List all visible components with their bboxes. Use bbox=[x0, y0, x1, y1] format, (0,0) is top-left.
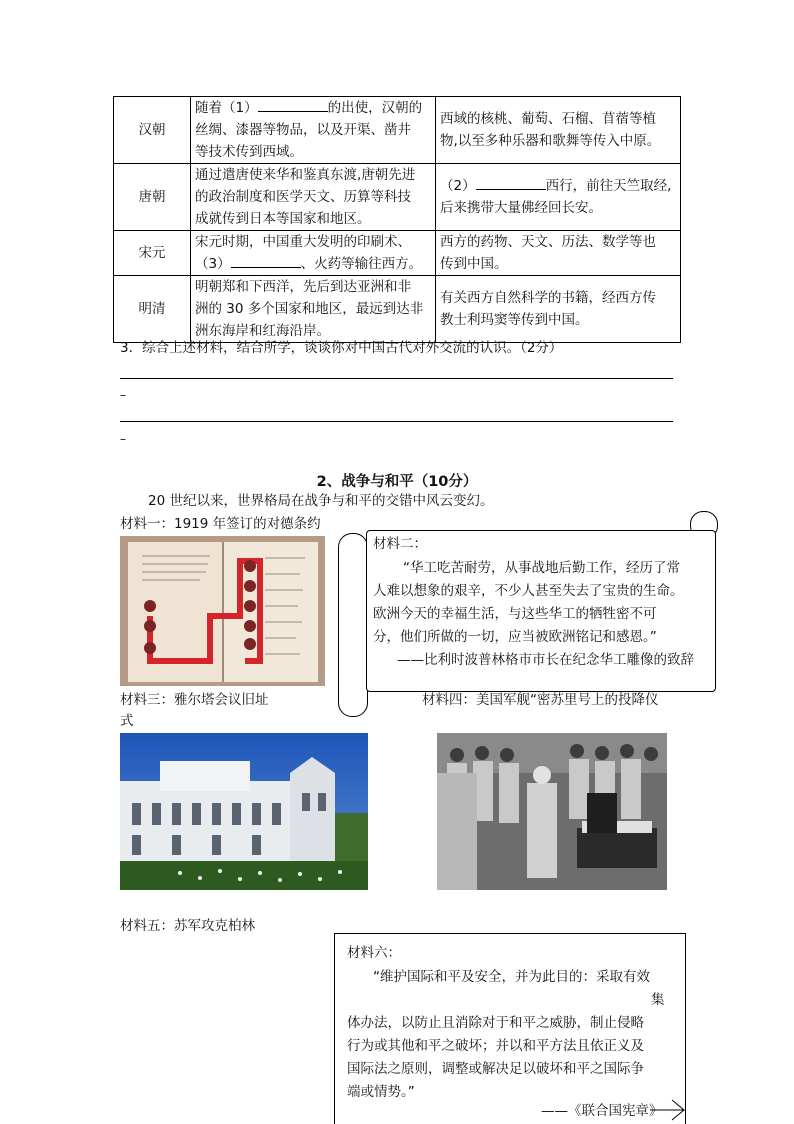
in-cell bbox=[436, 231, 681, 276]
cell-text: 物,以至多种乐器和歌舞等传入中原。 bbox=[440, 133, 661, 149]
table-row bbox=[114, 164, 681, 231]
era-cell: 宋元 bbox=[114, 231, 191, 276]
quote-line: “华工吃苦耐劳，从事战地后勤工作，经历了常 bbox=[403, 560, 680, 576]
charter-line: 端或情势。” bbox=[347, 1084, 415, 1100]
cell-text: 、火药等输往西方。 bbox=[300, 256, 423, 272]
cell-text: 丝绸、漆器等物品，以及开渠、凿井 bbox=[195, 122, 411, 138]
cell-text: 西行，前往天竺取经, bbox=[545, 178, 672, 194]
material-3-label: 材料三：雅尔塔会议旧址 bbox=[120, 692, 269, 708]
cell-text: 通过遣唐使来华和鉴真东渡,唐朝先进 bbox=[195, 167, 416, 183]
quote-source: ——比利时波普林格市市长在纪念华工雕像的致辞 bbox=[397, 652, 694, 668]
material-1-label: 材料一：1919 年签订的对德条约 bbox=[120, 516, 321, 532]
quote-line: 分，他们所做的一切，应当被欧洲铭记和感恩。” bbox=[373, 629, 657, 645]
charter-line: 国际法之原则，调整或解决足以破坏和平之国际争 bbox=[347, 1061, 644, 1077]
answer-blank-1[interactable] bbox=[258, 97, 328, 112]
charter-source: ——《联合国宪章》 bbox=[541, 1103, 663, 1119]
charter-line: 行为或其他和平之破坏；并以和平方法且依正义及 bbox=[347, 1038, 644, 1054]
cell-text: （2） bbox=[440, 178, 476, 194]
scroll-roll bbox=[338, 533, 368, 717]
treaty-photo bbox=[120, 536, 325, 686]
in-cell bbox=[436, 276, 681, 343]
page-curl-icon bbox=[650, 1098, 690, 1123]
material-5-label: 材料五：苏军攻克柏林 bbox=[120, 918, 255, 934]
exchange-table bbox=[113, 96, 681, 343]
era-cell: 汉朝 bbox=[114, 97, 191, 164]
answer-dash: – bbox=[120, 388, 126, 402]
answer-dash: – bbox=[120, 432, 126, 446]
material-3-label-cont: 式 bbox=[120, 713, 134, 729]
cell-text: 有关西方自然科学的书籍，经西方传 bbox=[440, 290, 656, 306]
charter-line: 体办法，以防止且消除对于和平之威胁，制止侵略 bbox=[347, 1015, 644, 1031]
cell-text: 西方的药物、天文、历法、数学等也 bbox=[440, 234, 656, 250]
material-2-box bbox=[366, 530, 716, 692]
section-intro: 20 世纪以来，世界格局在战争与和平的交错中风云变幻。 bbox=[148, 493, 494, 509]
cell-text: 西域的核桃、葡萄、石榴、苜蓿等植 bbox=[440, 111, 656, 127]
cell-text: 的出使，汉朝的 bbox=[327, 100, 423, 116]
out-cell bbox=[191, 164, 436, 231]
quote-line: 人难以想象的艰辛，不少人甚至失去了宝贵的生命。 bbox=[373, 583, 684, 599]
table-row bbox=[114, 276, 681, 343]
material-2-label: 材料二： bbox=[373, 536, 427, 552]
era-cell: 明清 bbox=[114, 276, 191, 343]
material-4-label: 材料四：美国军舰“密苏里号上的投降仪 bbox=[422, 692, 659, 708]
cell-text: 洲的 30 多个国家和地区，最远到达非 bbox=[195, 301, 424, 317]
cell-text: 洲东海岸和红海沿岸。 bbox=[195, 323, 330, 339]
cell-text: （3） bbox=[195, 256, 231, 272]
cell-text: 的政治制度和医学天文、历算等科技 bbox=[195, 189, 411, 205]
cell-text: 明朝郑和下西洋，先后到达亚洲和非 bbox=[195, 279, 411, 295]
in-cell bbox=[436, 164, 681, 231]
cell-text: 传到中国。 bbox=[440, 256, 508, 272]
question-3: 3．综合上述材料，结合所学，谈谈你对中国古代对外交流的认识。（2分） bbox=[120, 340, 563, 356]
quote-line: 欧洲今天的幸福生活，与这些华工的牺牲密不可 bbox=[373, 606, 657, 622]
in-cell bbox=[436, 97, 681, 164]
answer-blank-3[interactable] bbox=[231, 253, 301, 268]
cell-text: 宋元时期，中国重大发明的印刷术、 bbox=[195, 234, 411, 250]
cell-text: 教士利玛窦等传到中国。 bbox=[440, 312, 589, 328]
yalta-palace-photo bbox=[120, 733, 368, 890]
out-cell bbox=[191, 231, 436, 276]
table-row bbox=[114, 97, 681, 164]
charter-line: “维护国际和平及安全，并为此目的：采取有效 bbox=[373, 969, 650, 985]
answer-line[interactable] bbox=[120, 378, 673, 379]
material-6-label: 材料六： bbox=[347, 945, 401, 961]
section-title: 2、战争与和平（10分） bbox=[316, 474, 478, 490]
cell-text: 成就传到日本等国家和地区。 bbox=[195, 211, 371, 227]
cell-text: 等技术传到西域。 bbox=[195, 144, 303, 160]
answer-blank-2[interactable] bbox=[476, 175, 546, 190]
charter-line: 集 bbox=[651, 992, 665, 1008]
out-cell bbox=[191, 276, 436, 343]
answer-line[interactable] bbox=[120, 421, 673, 422]
cell-text: 随着（1） bbox=[195, 100, 258, 116]
table-row bbox=[114, 231, 681, 276]
missouri-surrender-photo bbox=[437, 733, 667, 890]
out-cell bbox=[191, 97, 436, 164]
cell-text: 后来携带大量佛经回长安。 bbox=[440, 200, 602, 216]
era-cell: 唐朝 bbox=[114, 164, 191, 231]
material-6-box bbox=[334, 933, 686, 1124]
